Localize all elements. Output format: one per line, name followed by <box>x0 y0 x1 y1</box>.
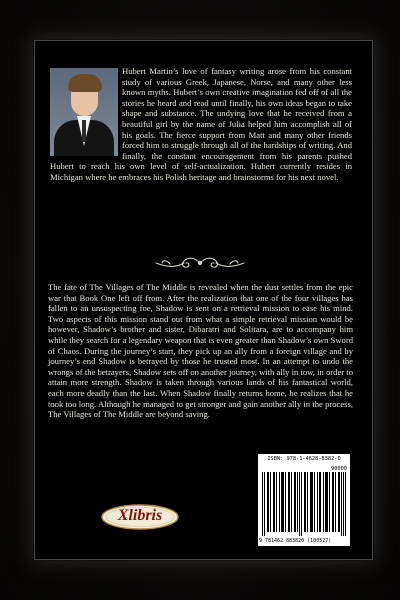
author-bio-text: Hubert Martin’s love of fantasy writing arose from his constant study of various Greek, Japanese, Norse, and many other less known myths. Hubert’s own creative imagination fed off of all the stories he heard and read until finally, his own ideas began to take shape and substance. The undying love that he received from a beautiful girl by the name of Julia helped him accomplish all of his goals. The fierce support from Matt and many other friends forced him to struggle through all of the hardships of writing. And finally, the constant encouragement from his parents pushed Hubert to reach his own level of self-actualization. Hubert currently resides in Michigan where he embraces his Polish heritage and brainstorms for his next novel. <box>50 66 352 182</box>
barcode-digits: 9 781462 883820 (100527) <box>259 538 332 544</box>
price-code: 90000 <box>331 466 347 472</box>
isbn-label: ISBN: 978-1-4628-8382-0 <box>267 456 341 462</box>
author-bio <box>50 66 352 183</box>
book-synopsis <box>48 282 353 420</box>
barcode-icon <box>261 472 347 536</box>
flourish-ornament-icon <box>150 255 250 271</box>
synopsis-text: The fate of The Villages of The Middle is revealed when the dust settles from the epic war that Book One left off from. After the realization that one of the four villages has fallen to an unsuspecting foe, Shadow is sent on a retrieval mission to ease his mind. Two aspects of this mission stand out from what a simple retrieval mission would be however, Shadow’s brother and sister, Dibaratri and Solitara, are to accompany him while they search for a legendary weapon that is even greater than Shadow’s own Sword of Chaos. During the journey’s start, they pick up an ally from a foreign village and by journey’s end Shadow is betrayed by those he trusted most. In an attempt to undo the wrongs of the betrayers, Shadow sets off on another journey, with ally in tow, in order to attain more strength. Shadow is taken through various lands of his fantastical world, each more deadly than the last. When Shadow finally returns home, he realizes that he took too long. Although he managed to get stronger and gain another ally in the process, The Villages of The Middle are beyond saving. <box>48 282 353 420</box>
publisher-logo-text: Xlibris <box>117 507 163 524</box>
isbn-barcode-box <box>258 454 350 546</box>
